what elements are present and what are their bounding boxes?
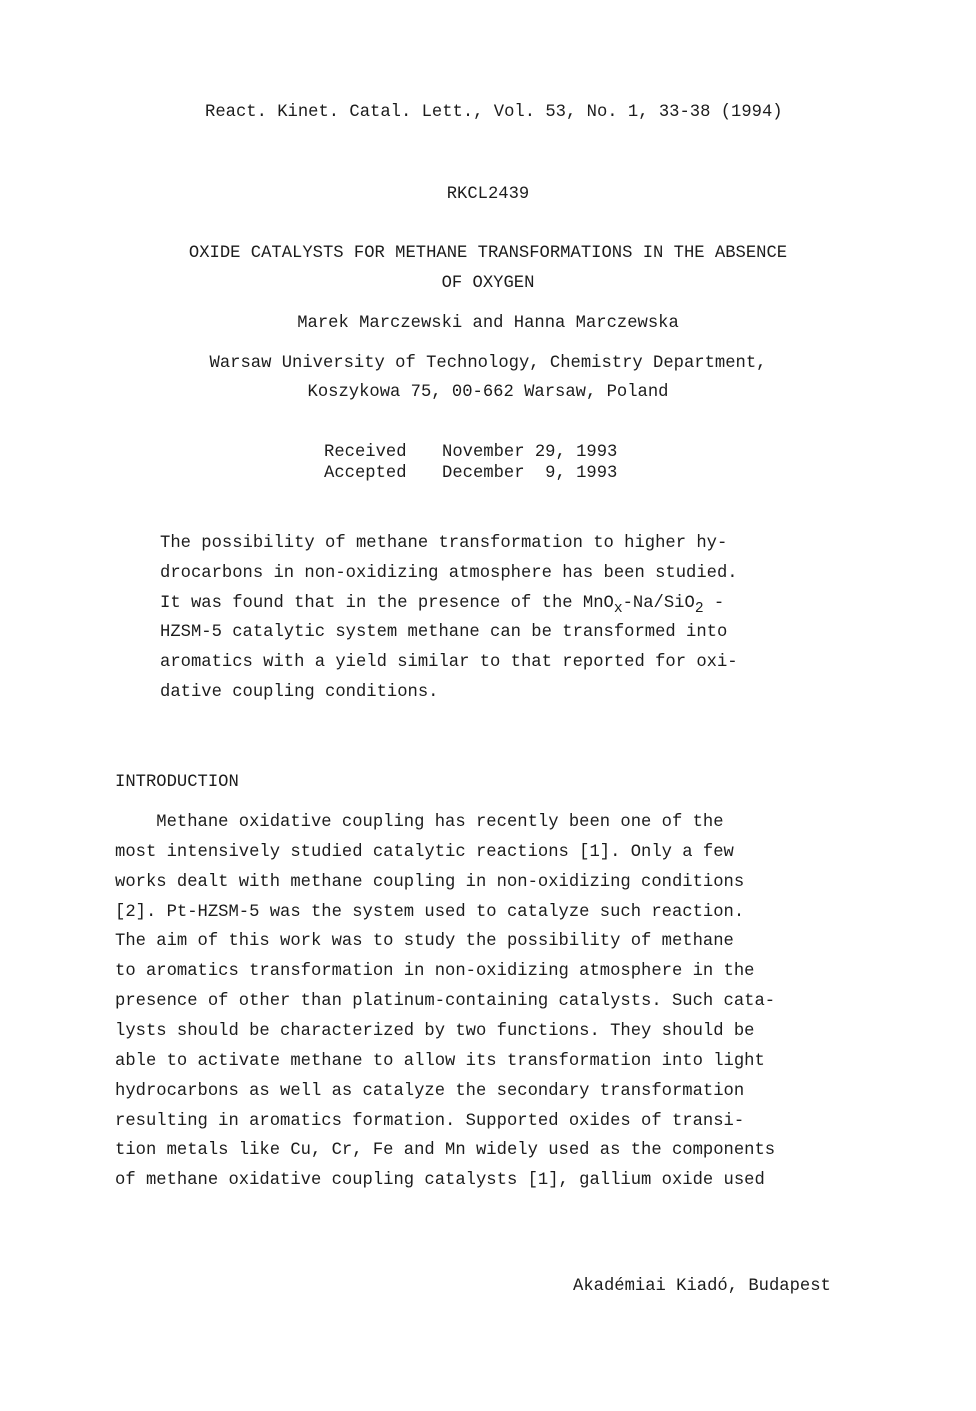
abstract-line-6: dative coupling conditions. (160, 683, 439, 702)
received-date: November 29, 1993 (442, 443, 618, 462)
received-label: Received (324, 443, 407, 462)
abstract-subscript-x: x (613, 601, 623, 618)
intro-line: tion metals like Cu, Cr, Fe and Mn widely used as the components (115, 1141, 776, 1160)
intro-line: hydrocarbons as well as catalyze the secondary transformation (115, 1082, 745, 1101)
publisher-footer: Akadémiai Kiadó, Budapest (573, 1277, 831, 1296)
abstract-subscript-2: 2 (694, 601, 704, 618)
journal-citation: React. Kinet. Catal. Lett., Vol. 53, No. 1, 33-38 (1994) (205, 103, 783, 122)
intro-line: [2]. Pt-HZSM-5 was the system used to catalyze such reaction. (115, 903, 745, 922)
intro-line: most intensively studied catalytic reactions [1]. Only a few (115, 843, 734, 862)
authors: Marek Marczewski and Hanna Marczewska (297, 314, 679, 333)
affiliation-line-2: Koszykowa 75, 00-662 Warsaw, Poland (307, 383, 669, 402)
intro-line: of methane oxidative coupling catalysts [1], gallium oxide used (115, 1171, 765, 1190)
intro-line: to aromatics transformation in non-oxidizing atmosphere in the (115, 962, 755, 981)
accepted-date: December 9, 1993 (442, 464, 618, 483)
abstract-line-3 (160, 594, 725, 618)
intro-line: The aim of this work was to study the possibility of methane (115, 932, 734, 951)
intro-line: works dealt with methane coupling in non-oxidizing conditions (115, 873, 745, 892)
abstract-line-3-part-b: -Na/SiO (622, 594, 695, 613)
intro-line: lysts should be characterized by two functions. They should be (115, 1022, 755, 1041)
abstract-line-3-part-a: It was found that in the presence of the MnO (160, 594, 614, 613)
section-heading-introduction: INTRODUCTION (115, 773, 239, 792)
abstract-line-2: drocarbons in non-oxidizing atmosphere has been studied. (160, 564, 738, 583)
abstract-line-5: aromatics with a yield similar to that reported for oxi- (160, 653, 738, 672)
accepted-label: Accepted (324, 464, 407, 483)
title-line-2: OF OXYGEN (441, 274, 535, 293)
intro-line: able to activate methane to allow its transformation into light (115, 1052, 765, 1071)
abstract-line-3-part-c: - (703, 594, 725, 613)
abstract-line-1: The possibility of methane transformation to higher hy- (160, 534, 728, 553)
article-code: RKCL2439 (446, 185, 530, 204)
intro-line: presence of other than platinum-containing catalysts. Such cata- (115, 992, 776, 1011)
intro-line: resulting in aromatics formation. Supported oxides of transi- (115, 1112, 745, 1131)
intro-line: Methane oxidative coupling has recently been one of the (115, 813, 724, 832)
title-line-1: OXIDE CATALYSTS FOR METHANE TRANSFORMATIONS IN THE ABSENCE (188, 244, 788, 263)
affiliation-line-1: Warsaw University of Technology, Chemistry Department, (209, 354, 767, 373)
abstract-line-4: HZSM-5 catalytic system methane can be transformed into (160, 623, 728, 642)
